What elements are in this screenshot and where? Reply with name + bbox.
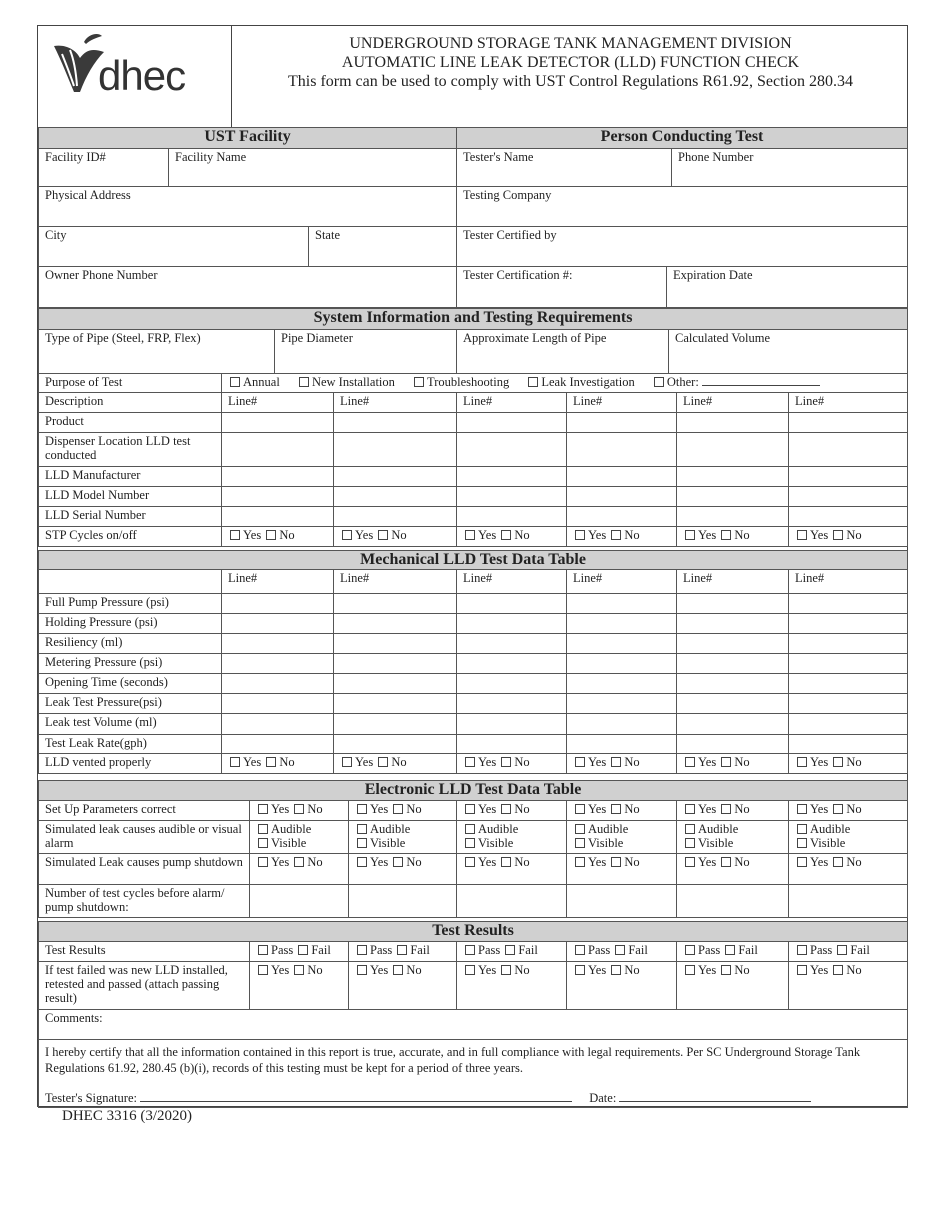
table-row (39, 487, 908, 507)
test-leak-rate-label: Test Leak Rate(gph) (39, 735, 222, 754)
test-results-label: Test Results (39, 942, 250, 962)
pass-fail-checkbox[interactable]: Pass Fail (457, 942, 567, 962)
city-field[interactable]: City (39, 227, 309, 267)
checkbox-icon[interactable] (797, 530, 807, 540)
table-row (39, 527, 908, 547)
yes-no-checkbox[interactable]: Yes No (677, 754, 789, 774)
table-row (39, 962, 908, 1010)
test-cycles-label: Number of test cycles before alarm/ pump shutdown: (39, 885, 250, 918)
checkbox-icon[interactable] (611, 530, 621, 540)
physical-address-field[interactable]: Physical Address (39, 187, 457, 227)
system-info-table (38, 308, 908, 374)
logo-text: dhec (98, 52, 186, 99)
checkbox-icon[interactable] (465, 824, 475, 834)
line-header[interactable]: Line# (222, 570, 334, 594)
simulated-alarm-label: Simulated leak causes audible or visual alarm (39, 821, 250, 854)
yes-no-checkbox[interactable]: Yes No (567, 854, 677, 885)
yes-no-checkbox[interactable]: Yes No (349, 801, 457, 821)
checkbox-icon[interactable] (393, 857, 403, 867)
audible-visible-checkbox[interactable]: Audible Visible (349, 821, 457, 854)
checkbox-icon[interactable] (611, 857, 621, 867)
yes-no-checkbox[interactable]: Yes No (677, 962, 789, 1010)
yes-no-checkbox[interactable]: Yes No (677, 527, 789, 547)
section-electronic-lld: Electronic LLD Test Data Table (39, 781, 908, 801)
checkbox-icon[interactable] (685, 824, 695, 834)
pass-fail-checkbox[interactable]: Pass Fail (567, 942, 677, 962)
signature-row (45, 1090, 901, 1106)
checkbox-icon[interactable] (721, 857, 731, 867)
tester-name-field[interactable]: Tester's Name (457, 149, 672, 187)
yes-no-checkbox[interactable]: Yes No (789, 962, 908, 1010)
lld-vented-label: LLD vented properly (39, 754, 222, 774)
setup-parameters-label: Set Up Parameters correct (39, 801, 250, 821)
certification-block (39, 1040, 908, 1108)
checkbox-icon[interactable] (357, 945, 367, 955)
checkbox-icon[interactable] (258, 945, 268, 955)
leak-test-pressure-label: Leak Test Pressure(psi) (39, 694, 222, 714)
table-row (39, 654, 908, 674)
section-test-results: Test Results (39, 922, 908, 942)
checkbox-icon[interactable] (721, 530, 731, 540)
line-header[interactable]: Line# (457, 393, 567, 413)
yes-no-checkbox[interactable]: Yes No (334, 527, 457, 547)
yes-no-checkbox[interactable]: Yes No (457, 801, 567, 821)
checkbox-icon[interactable] (501, 530, 511, 540)
checkbox-icon[interactable] (575, 838, 585, 848)
table-row (39, 735, 908, 754)
signature-line[interactable] (140, 1090, 572, 1102)
resiliency-label: Resiliency (ml) (39, 634, 222, 654)
table-row (39, 801, 908, 821)
yes-no-checkbox[interactable]: Yes No (789, 754, 908, 774)
checkbox-icon[interactable] (397, 945, 407, 955)
checkbox-icon[interactable] (833, 757, 843, 767)
checkbox-icon[interactable] (501, 804, 511, 814)
pipe-type-field[interactable]: Type of Pipe (Steel, FRP, Flex) (39, 330, 275, 374)
expiration-date-field[interactable]: Expiration Date (667, 267, 908, 308)
table-row (39, 467, 908, 487)
line-header[interactable]: Line# (222, 393, 334, 413)
checkbox-icon[interactable] (414, 377, 424, 387)
yes-no-checkbox[interactable]: Yes No (567, 754, 677, 774)
yes-no-checkbox[interactable]: Yes No (567, 801, 677, 821)
holding-pressure-label: Holding Pressure (psi) (39, 614, 222, 634)
yes-no-checkbox[interactable]: Yes No (222, 754, 334, 774)
checkbox-icon[interactable] (258, 857, 268, 867)
checkbox-icon[interactable] (837, 945, 847, 955)
line-header[interactable]: Line# (677, 393, 789, 413)
certification-text: I hereby certify that all the information contained in this report is true, accurate, and in full compliance with legal requirements. Per SC Underground Storage Tank Regulations 61.92, 280.45 (b)(i), records of this testing must be kept for a period of three years. (45, 1045, 861, 1075)
tester-certified-by-field[interactable]: Tester Certified by (457, 227, 908, 267)
checkbox-icon[interactable] (797, 804, 807, 814)
lld-form (37, 25, 908, 1107)
checkbox-icon[interactable] (501, 757, 511, 767)
checkbox-icon[interactable] (685, 945, 695, 955)
checkbox-icon[interactable] (833, 965, 843, 975)
product-label: Product (39, 413, 222, 433)
checkbox-icon[interactable] (465, 945, 475, 955)
checkbox-icon[interactable] (575, 530, 585, 540)
checkbox-icon[interactable] (575, 824, 585, 834)
checkbox-icon[interactable] (465, 757, 475, 767)
line-header[interactable]: Line# (789, 393, 908, 413)
checkbox-icon[interactable] (378, 530, 388, 540)
checkbox-icon[interactable] (685, 757, 695, 767)
yes-no-checkbox[interactable]: Yes No (457, 754, 567, 774)
purpose-leak-investigation-option[interactable]: Leak Investigation (526, 375, 634, 389)
comments-field[interactable]: Comments: (39, 1010, 908, 1040)
checkbox-icon[interactable] (797, 824, 807, 834)
purpose-new-installation-option[interactable]: New Installation (297, 375, 395, 389)
checkbox-icon[interactable] (357, 804, 367, 814)
checkbox-icon[interactable] (230, 530, 240, 540)
checkbox-icon[interactable] (833, 530, 843, 540)
yes-no-checkbox[interactable]: Yes No (334, 754, 457, 774)
checkbox-icon[interactable] (258, 965, 268, 975)
checkbox-icon[interactable] (378, 757, 388, 767)
lld-manufacturer-label: LLD Manufacturer (39, 467, 222, 487)
stp-cycles-label: STP Cycles on/off (39, 527, 222, 547)
checkbox-icon[interactable] (501, 965, 511, 975)
yes-no-checkbox[interactable]: Yes No (457, 527, 567, 547)
line-header[interactable]: Line# (457, 570, 567, 594)
line-header[interactable]: Line# (334, 570, 457, 594)
checkbox-icon[interactable] (528, 377, 538, 387)
checkbox-icon[interactable] (654, 377, 664, 387)
checkbox-icon[interactable] (797, 757, 807, 767)
line-header[interactable]: Line# (334, 393, 457, 413)
checkbox-icon[interactable] (393, 804, 403, 814)
title-division: UNDERGROUND STORAGE TANK MANAGEMENT DIVISION (349, 35, 792, 52)
form-header (38, 26, 907, 128)
audible-visible-checkbox[interactable]: Audible Visible (567, 821, 677, 854)
checkbox-icon[interactable] (294, 965, 304, 975)
checkbox-icon[interactable] (721, 804, 731, 814)
description-label: Description (39, 393, 222, 413)
table-row (39, 754, 908, 774)
checkbox-icon[interactable] (357, 824, 367, 834)
checkbox-icon[interactable] (685, 838, 695, 848)
retested-label: If test failed was new LLD installed, retested and passed (attach passing result) (39, 962, 250, 1010)
title-form: AUTOMATIC LINE LEAK DETECTOR (LLD) FUNCTION CHECK (341, 54, 800, 71)
dispenser-location-label: Dispenser Location LLD test conducted (39, 433, 222, 467)
checkbox-icon[interactable] (797, 965, 807, 975)
yes-no-checkbox[interactable]: Yes No (789, 527, 908, 547)
checkbox-icon[interactable] (721, 965, 731, 975)
form-code: DHEC 3316 (3/2020) (62, 1108, 192, 1124)
checkbox-icon[interactable] (230, 757, 240, 767)
yes-no-checkbox[interactable]: Yes No (567, 962, 677, 1010)
facility-tester-table (38, 127, 908, 308)
checkbox-icon[interactable] (294, 804, 304, 814)
owner-phone-field[interactable]: Owner Phone Number (39, 267, 457, 308)
simulated-shutdown-label: Simulated Leak causes pump shutdown (39, 854, 250, 885)
checkbox-icon[interactable] (797, 857, 807, 867)
audible-visible-checkbox[interactable]: Audible Visible (677, 821, 789, 854)
electronic-test-table (38, 780, 908, 918)
yes-no-checkbox[interactable]: Yes No (677, 854, 789, 885)
checkbox-icon[interactable] (298, 945, 308, 955)
checkbox-icon[interactable] (721, 757, 731, 767)
checkbox-icon[interactable] (685, 804, 695, 814)
checkbox-icon[interactable] (266, 530, 276, 540)
checkbox-icon[interactable] (342, 530, 352, 540)
table-row (39, 413, 908, 433)
pipe-diameter-field[interactable]: Pipe Diameter (275, 330, 457, 374)
full-pump-pressure-label: Full Pump Pressure (psi) (39, 594, 222, 614)
table-row (39, 854, 908, 885)
checkbox-icon[interactable] (294, 857, 304, 867)
metering-pressure-label: Metering Pressure (psi) (39, 654, 222, 674)
other-underline[interactable] (702, 375, 820, 386)
yes-no-checkbox[interactable]: Yes No (349, 854, 457, 885)
yes-no-checkbox[interactable]: Yes No (789, 854, 908, 885)
section-ust-facility: UST Facility (39, 128, 457, 149)
checkbox-icon[interactable] (465, 804, 475, 814)
checkbox-icon[interactable] (258, 838, 268, 848)
checkbox-icon[interactable] (230, 377, 240, 387)
line-info-table (38, 373, 908, 547)
dhec-logo (38, 26, 232, 127)
section-mechanical-lld: Mechanical LLD Test Data Table (39, 551, 908, 570)
title-compliance: This form can be used to comply with UST Control Regulations R61.92, Section 280.34 (288, 73, 853, 90)
checkbox-icon[interactable] (357, 838, 367, 848)
facility-id-field[interactable]: Facility ID# (39, 149, 169, 187)
yes-no-checkbox[interactable]: Yes No (677, 801, 789, 821)
yes-no-checkbox[interactable]: Yes No (457, 854, 567, 885)
table-row (39, 714, 908, 735)
line-header[interactable]: Line# (789, 570, 908, 594)
checkbox-icon[interactable] (575, 757, 585, 767)
table-row (39, 821, 908, 854)
pass-fail-checkbox[interactable]: Pass Fail (250, 942, 349, 962)
checkbox-icon[interactable] (357, 965, 367, 975)
line-header[interactable]: Line# (677, 570, 789, 594)
table-row (39, 694, 908, 714)
mechanical-test-table (38, 550, 908, 774)
table-row (39, 507, 908, 527)
tester-cert-number-field[interactable]: Tester Certification #: (457, 267, 667, 308)
checkbox-icon[interactable] (611, 757, 621, 767)
pipe-length-field[interactable]: Approximate Length of Pipe (457, 330, 669, 374)
checkbox-icon[interactable] (505, 945, 515, 955)
checkbox-icon[interactable] (501, 857, 511, 867)
opening-time-label: Opening Time (seconds) (39, 674, 222, 694)
tester-phone-field[interactable]: Phone Number (672, 149, 908, 187)
line-header[interactable]: Line# (567, 570, 677, 594)
checkbox-icon[interactable] (465, 857, 475, 867)
table-row (39, 594, 908, 614)
checkbox-icon[interactable] (357, 857, 367, 867)
checkbox-icon[interactable] (611, 965, 621, 975)
checkbox-icon[interactable] (258, 824, 268, 834)
checkbox-icon[interactable] (797, 945, 807, 955)
purpose-troubleshooting-option[interactable]: Troubleshooting (412, 375, 509, 389)
checkbox-icon[interactable] (685, 530, 695, 540)
lld-model-label: LLD Model Number (39, 487, 222, 507)
checkbox-icon[interactable] (575, 945, 585, 955)
yes-no-checkbox[interactable]: Yes No (349, 962, 457, 1010)
checkbox-icon[interactable] (575, 857, 585, 867)
checkbox-icon[interactable] (575, 965, 585, 975)
checkbox-icon[interactable] (465, 838, 475, 848)
leak-test-volume-label: Leak test Volume (ml) (39, 714, 222, 735)
checkbox-icon[interactable] (725, 945, 735, 955)
checkbox-icon[interactable] (685, 857, 695, 867)
checkbox-icon[interactable] (266, 757, 276, 767)
checkbox-icon[interactable] (611, 804, 621, 814)
section-system-information: System Information and Testing Requirements (39, 309, 908, 330)
checkbox-icon[interactable] (685, 965, 695, 975)
yes-no-checkbox[interactable]: Yes No (250, 801, 349, 821)
audible-visible-checkbox[interactable]: Audible Visible (789, 821, 908, 854)
checkbox-icon[interactable] (258, 804, 268, 814)
checkbox-icon[interactable] (833, 857, 843, 867)
date-label: Date: (589, 1091, 617, 1105)
date-line[interactable] (619, 1090, 811, 1102)
yes-no-checkbox[interactable]: Yes No (567, 527, 677, 547)
signature-label: Tester's Signature: (45, 1091, 137, 1105)
table-row (39, 634, 908, 654)
table-row (39, 433, 908, 467)
audible-visible-checkbox[interactable]: Audible Visible (457, 821, 567, 854)
yes-no-checkbox[interactable]: Yes No (250, 854, 349, 885)
lld-serial-label: LLD Serial Number (39, 507, 222, 527)
purpose-options (222, 374, 908, 393)
yes-no-checkbox[interactable]: Yes No (789, 801, 908, 821)
table-row (39, 614, 908, 634)
testing-company-field[interactable]: Testing Company (457, 187, 908, 227)
table-row (39, 674, 908, 694)
table-row (39, 942, 908, 962)
checkbox-icon[interactable] (833, 804, 843, 814)
checkbox-icon[interactable] (299, 377, 309, 387)
pass-fail-checkbox[interactable]: Pass Fail (789, 942, 908, 962)
form-title (238, 34, 903, 91)
test-results-table (38, 921, 908, 1108)
checkbox-icon[interactable] (615, 945, 625, 955)
section-person-conducting-test: Person Conducting Test (457, 128, 908, 149)
checkbox-icon[interactable] (342, 757, 352, 767)
pass-fail-checkbox[interactable]: Pass Fail (677, 942, 789, 962)
audible-visible-checkbox[interactable]: Audible Visible (250, 821, 349, 854)
checkbox-icon[interactable] (393, 965, 403, 975)
checkbox-icon[interactable] (797, 838, 807, 848)
facility-name-field[interactable]: Facility Name (169, 149, 457, 187)
yes-no-checkbox[interactable]: Yes No (250, 962, 349, 1010)
checkbox-icon[interactable] (575, 804, 585, 814)
pass-fail-checkbox[interactable]: Pass Fail (349, 942, 457, 962)
state-field[interactable]: State (309, 227, 457, 267)
checkbox-icon[interactable] (465, 965, 475, 975)
purpose-annual-option[interactable]: Annual (228, 375, 280, 389)
yes-no-checkbox[interactable]: Yes No (222, 527, 334, 547)
table-row (39, 885, 908, 918)
yes-no-checkbox[interactable]: Yes No (457, 962, 567, 1010)
purpose-other-option[interactable]: Other: (652, 375, 820, 389)
calculated-volume-field[interactable]: Calculated Volume (669, 330, 908, 374)
checkbox-icon[interactable] (465, 530, 475, 540)
line-header[interactable]: Line# (567, 393, 677, 413)
purpose-label: Purpose of Test (39, 374, 222, 393)
